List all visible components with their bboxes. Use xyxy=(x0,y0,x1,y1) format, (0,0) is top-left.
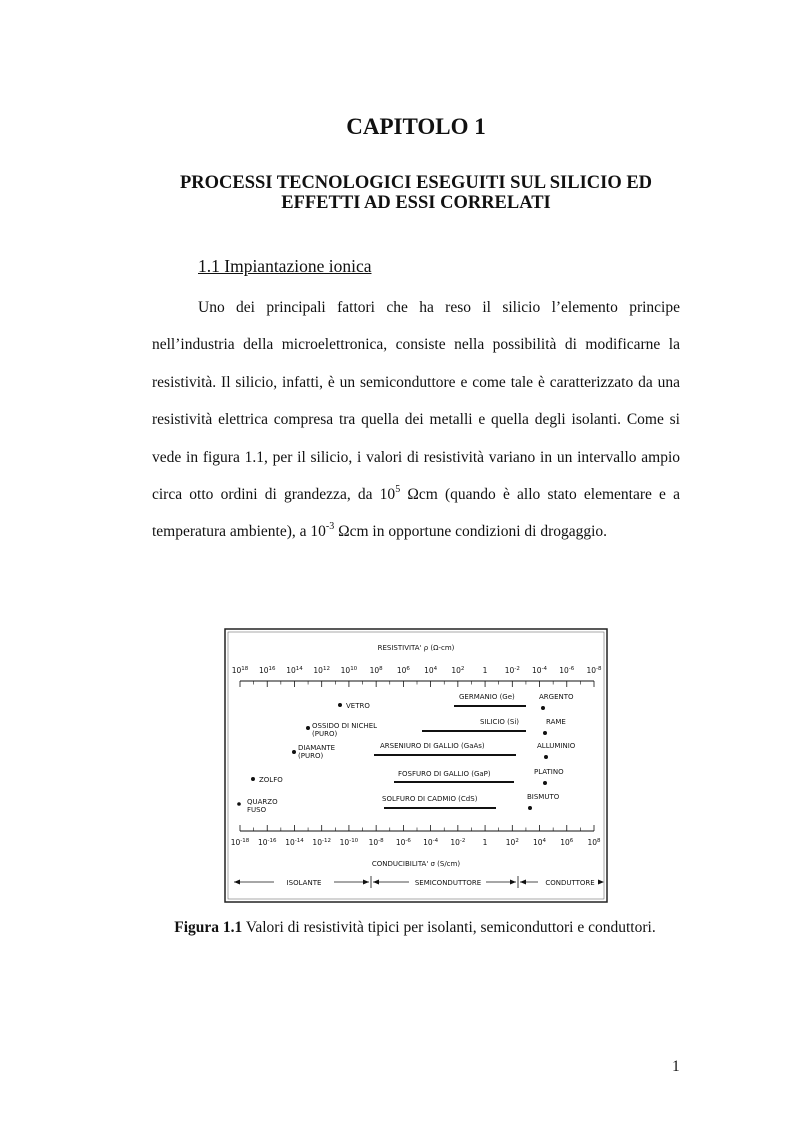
region-conduttore: CONDUTTORE xyxy=(545,879,595,887)
chapter-heading: CAPITOLO 1 xyxy=(346,114,486,139)
zolfo-label: ZOLFO xyxy=(259,776,283,784)
chapter-title xyxy=(0,173,794,213)
top-tick-label: $10^{-8}$ xyxy=(586,666,602,675)
bottom-tick-label: 1 xyxy=(482,838,488,847)
ossido-nichel-point xyxy=(306,726,310,730)
vetro-label: VETRO xyxy=(346,702,370,710)
resistivity-axis-label: RESISTIVITA' ρ (Ω-cm) xyxy=(377,644,455,652)
top-tick-label: $10^2$ xyxy=(451,666,465,675)
quarzo-label-2: FUSO xyxy=(247,806,267,814)
region-isolante: ISOLANTE xyxy=(286,879,322,887)
top-tick-label: $10^{14}$ xyxy=(286,666,303,675)
solfuro-label: SOLFURO DI CADMIO (CdS) xyxy=(382,795,478,803)
para-text-1: Uno dei principali fattori che ha reso il silicio l’elemento principe nell’industria della microelettronica, consiste nella possibilità di modificarne la resistività. Il silicio, infatti, è un semiconduttore e come tale è caratterizzato da una resistività elettrica compresa tra quella dei metalli e quella degli isolanti. Come si vede in figura 1.1, per il silicio, i valori di resistività variano in un intervallo ampio circa otto ordini di grandezza, da 10 xyxy=(152,299,680,504)
top-tick-label: $10^6$ xyxy=(396,666,410,675)
para-exponent-2: -3 xyxy=(325,521,335,533)
conductivity-axis-label: CONDUCIBILITA' σ (S/cm) xyxy=(371,860,461,868)
bottom-tick-label: $10^{-2}$ xyxy=(450,838,466,847)
bottom-tick-label: $10^{-4}$ xyxy=(423,838,439,847)
top-tick-label: $10^{-2}$ xyxy=(504,666,520,675)
germanio-label: GERMANIO (Ge) xyxy=(459,693,515,701)
alluminio-point xyxy=(544,755,548,759)
top-tick-label: $10^{12}$ xyxy=(313,666,330,675)
silicio-label: SILICIO (Si) xyxy=(480,718,520,726)
arseniuro-label: ARSENIURO DI GALLIO (GaAs) xyxy=(380,742,485,750)
zolfo-point xyxy=(251,777,255,781)
bottom-tick-label: $10^{-6}$ xyxy=(395,838,411,847)
argento-label: ARGENTO xyxy=(539,693,574,701)
ossido-nichel-label-2: (PURO) xyxy=(312,730,338,738)
diamante-point xyxy=(292,750,296,754)
bottom-tick-label: $10^{-14}$ xyxy=(285,838,304,847)
rame-point xyxy=(543,731,547,735)
bismuto-label: BISMUTO xyxy=(527,793,560,801)
page-number: 1 xyxy=(672,1058,680,1075)
top-tick-label: $10^{18}$ xyxy=(231,666,249,675)
alluminio-label: ALLUMINIO xyxy=(537,742,576,750)
para-text-2: Ωcm (quando è allo stato elementare e a temperatura ambiente), a 10 xyxy=(152,486,680,541)
top-tick-label: $10^{10}$ xyxy=(340,666,358,675)
quarzo-point xyxy=(237,802,241,806)
rame-label: RAME xyxy=(546,718,566,726)
bottom-tick-label: $10^{-16}$ xyxy=(257,838,277,847)
diamante-label: DIAMANTE xyxy=(298,744,336,752)
diamante-label-2: (PURO) xyxy=(298,752,324,760)
caption-label: Figura 1.1 xyxy=(174,919,243,936)
bottom-tick-label: $10^8$ xyxy=(587,838,601,847)
top-tick-label: $10^8$ xyxy=(369,666,383,675)
figure-caption xyxy=(0,919,794,937)
bottom-tick-label: $10^4$ xyxy=(533,838,547,847)
quarzo-label: QUARZO xyxy=(247,798,278,806)
platino-label: PLATINO xyxy=(534,768,564,776)
body-paragraph xyxy=(152,289,680,551)
top-tick-label: 1 xyxy=(482,666,488,675)
resistivity-chart xyxy=(224,628,608,903)
argento-point xyxy=(541,706,545,710)
bottom-tick-label: $10^{-8}$ xyxy=(368,838,384,847)
region-semiconduttore: SEMICONDUTTORE xyxy=(414,879,482,887)
section-heading: 1.1 Impiantazione ionica xyxy=(198,256,372,276)
top-tick-label: $10^{-4}$ xyxy=(532,666,548,675)
caption-text: Valori di resistività tipici per isolanti, semiconduttori e conduttori. xyxy=(242,919,656,936)
bottom-tick-label: $10^6$ xyxy=(560,838,574,847)
fosfuro-label: FOSFURO DI GALLIO (GaP) xyxy=(398,770,491,778)
chapter-title-line-1: PROCESSI TECNOLOGICI ESEGUITI SUL SILICIO ED xyxy=(179,173,653,193)
bottom-tick-label: $10^2$ xyxy=(505,838,519,847)
bismuto-point xyxy=(528,806,532,810)
para-exponent-1: 5 xyxy=(395,484,401,496)
bottom-tick-label: $10^{-12}$ xyxy=(312,838,331,847)
bottom-tick-label: $10^{-10}$ xyxy=(339,838,359,847)
chapter-title-line-2: EFFETTI AD ESSI CORRELATI xyxy=(281,193,551,213)
bottom-tick-label: $10^{-18}$ xyxy=(230,838,250,847)
top-tick-label: $10^{-6}$ xyxy=(559,666,575,675)
top-tick-label: $10^4$ xyxy=(424,666,438,675)
vetro-point xyxy=(338,703,342,707)
para-text-3: Ωcm in opportune condizioni di drogaggio. xyxy=(334,523,608,541)
figure-1-1 xyxy=(224,628,608,903)
top-tick-label: $10^{16}$ xyxy=(258,666,276,675)
ossido-nichel-label: OSSIDO DI NICHEL xyxy=(312,722,378,730)
platino-point xyxy=(543,781,547,785)
